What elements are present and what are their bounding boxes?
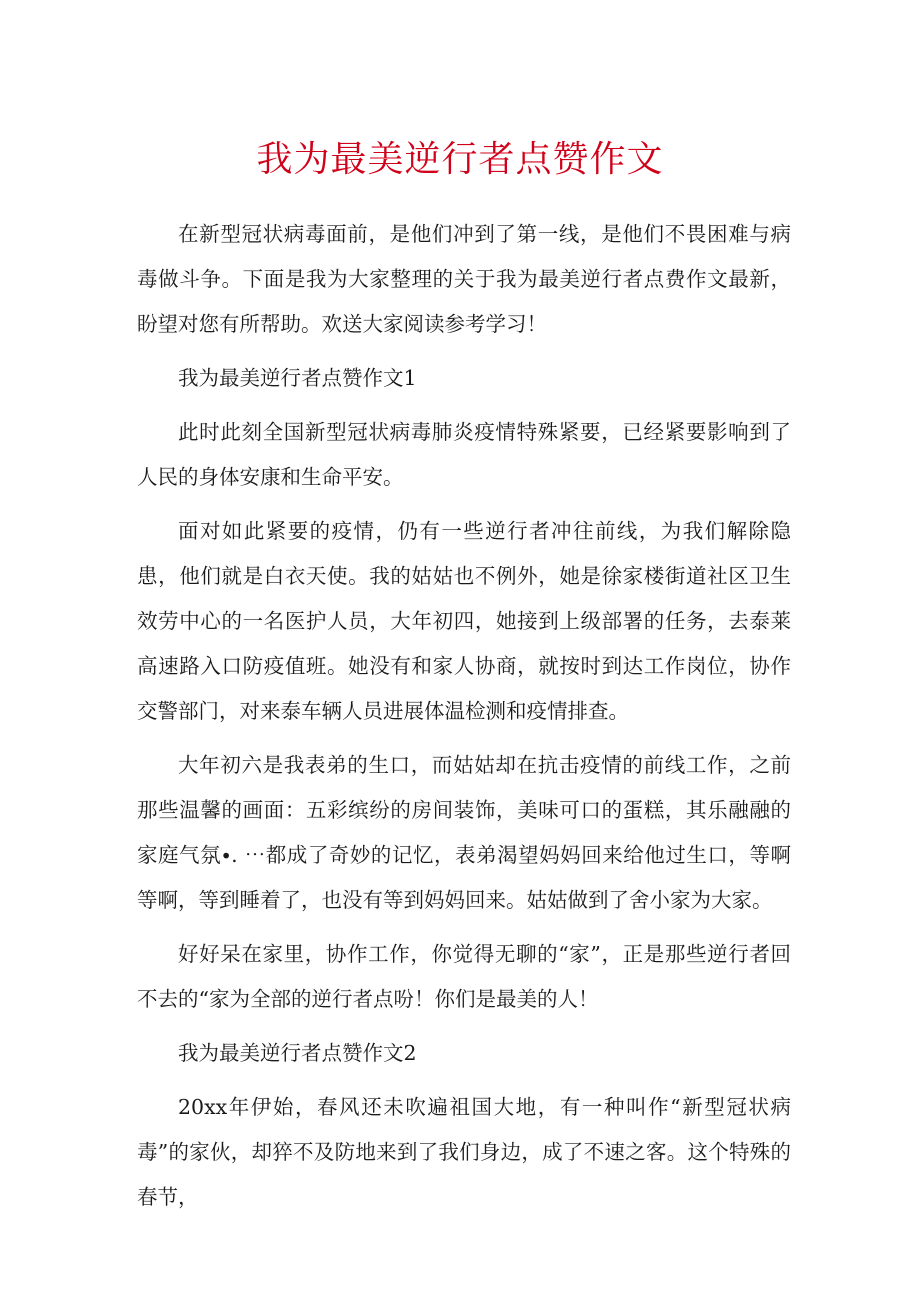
section-heading-2: 我为最美逆行者点赞作文2 [178,1041,417,1065]
intro-paragraph: 在新型冠状病毒面前，是他们冲到了第一线，是他们不畏困难与病毒做斗争。下面是我为大家整理的关于我为最美逆行者点费作文最新，盼望对您有所帮助。欢送大家阅读参考学习！ [137,222,791,336]
paragraph-4: 好好呆在家里，协作工作，你觉得无聊的“家”，正是那些逆行者回不去的“家为全部的逆行者点吩！你们是最美的人！ [137,942,791,1011]
paragraph-2: 面对如此紧要的疫情，仍有一些逆行者冲往前线，为我们解除隐患，他们就是白衣天使。我的姑姑也不例外，她是徐家楼街道社区卫生效劳中心的一名医护人员，大年初四，她接到上级部署的任务，去泰莱高速路入口防疫值班。她没有和家人协商，就按时到达工作岗位，协作交警部门，对来泰车辆人员进展体温检测和疫情排查。 [137,519,791,723]
paragraph-1: 此时此刻全国新型冠状病毒肺炎疫情特殊紧要，已经紧要影响到了人民的身体安康和生命平安。 [137,420,791,489]
paragraph-5: 20xx年伊始，春风还未吹遍祖国大地，有一种叫作“新型冠状病毒”的家伙，却猝不及防地来到了我们身边，成了不速之客。这个特殊的春节， [137,1095,791,1209]
section-heading-1: 我为最美逆行者点赞作文1 [178,366,417,390]
paragraph-3: 大年初六是我表弟的生口，而姑姑却在抗击疫情的前线工作，之前那些温馨的画面：五彩缤纷的房间装饰，美味可口的蛋糕，其乐融融的家庭气氛∙. ⋯都成了奇妙的记忆，表弟渴望妈妈回来给他过生口，等啊等啊，等到睡着了，也没有等到妈妈回来。姑姑做到了舍小家为大家。 [137,753,791,912]
document-body [137,212,791,1229]
document-title: 我为最美逆行者点赞作文 [256,139,664,180]
